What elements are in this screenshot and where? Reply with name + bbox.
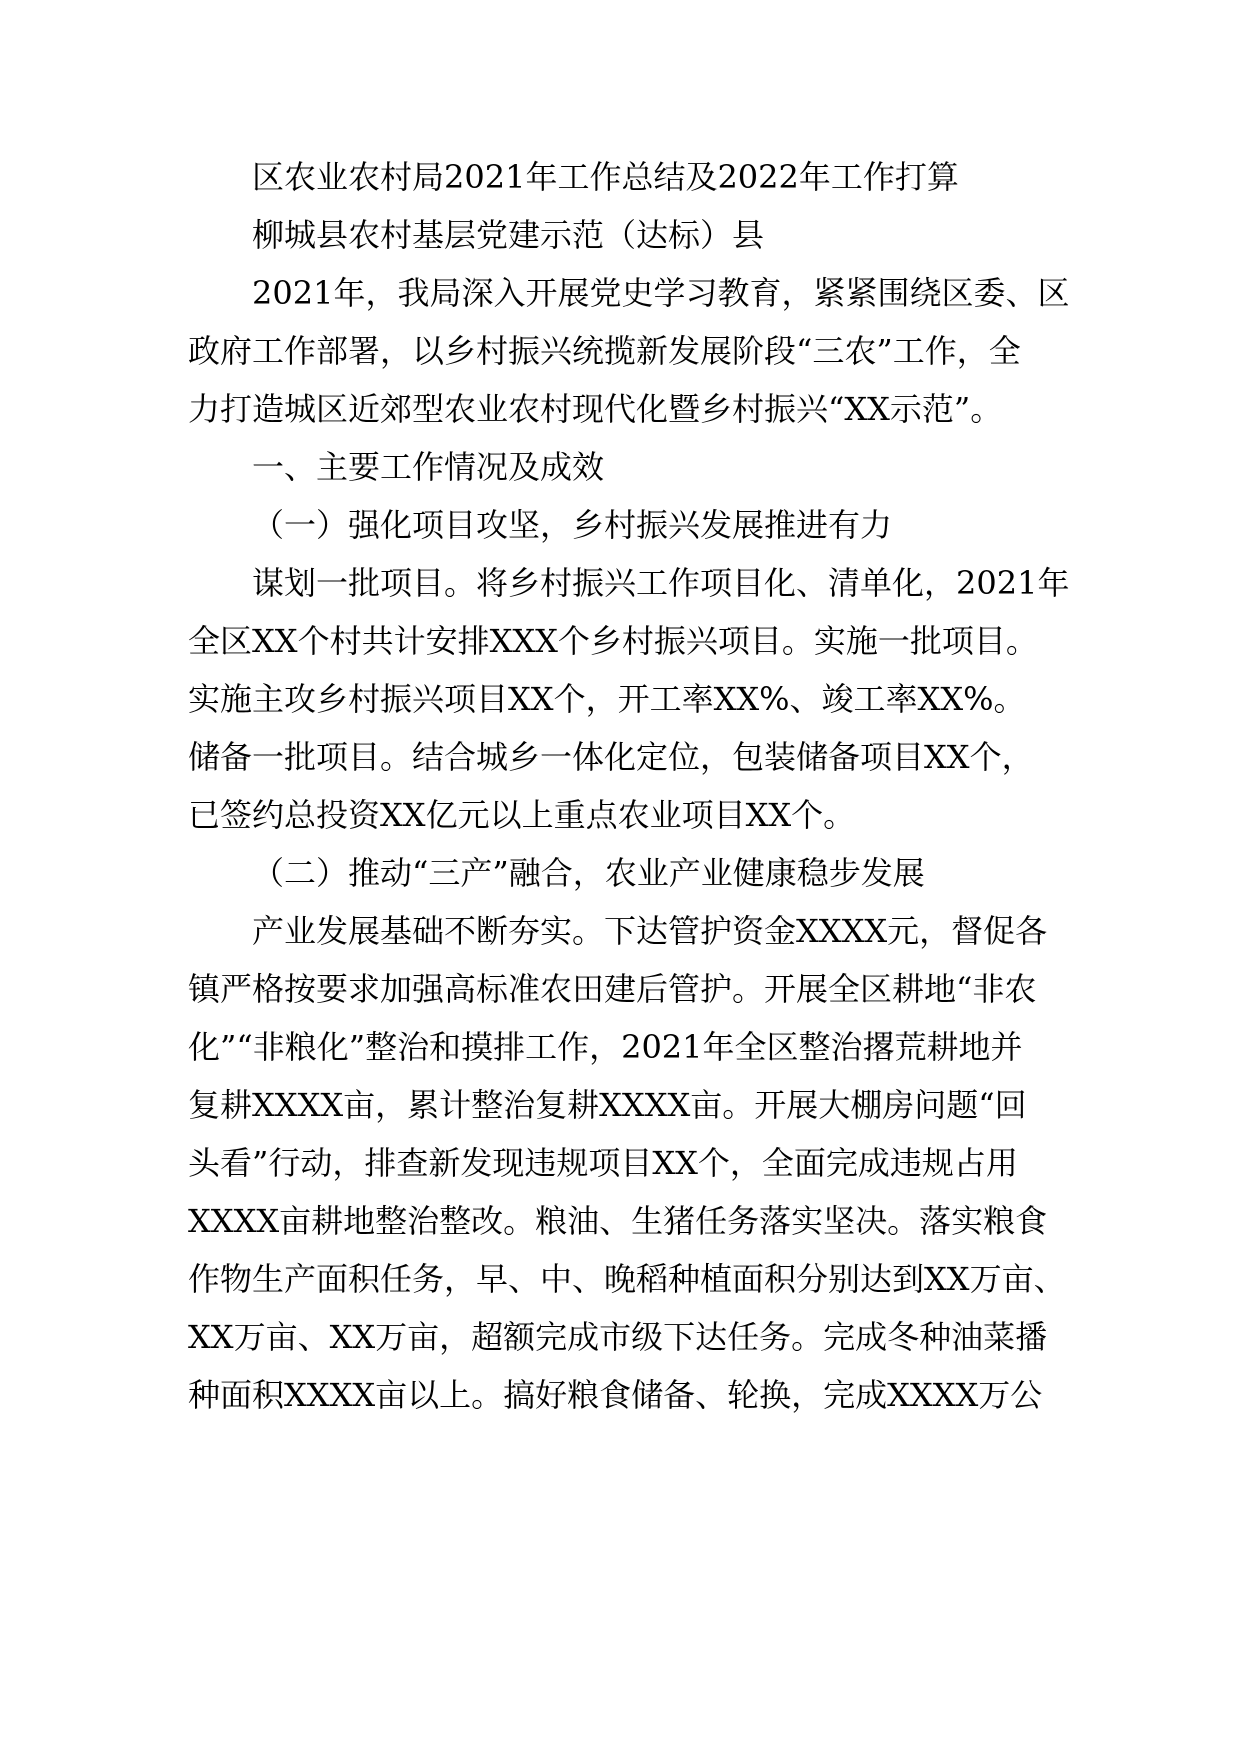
- paragraph-line: XXXX亩耕地整治整改。粮油、生猪任务落实坚决。落实粮食: [188, 1202, 1048, 1240]
- paragraph-line: 复耕XXXX亩，累计整治复耕XXXX亩。开展大棚房问题“回: [188, 1086, 1027, 1124]
- paragraph-line: 头看”行动，排查新发现违规项目XX个，全面完成违规占用: [188, 1144, 1018, 1182]
- paragraph-line: 作物生产面积任务，早、中、晚稻种植面积分别达到XX万亩、: [188, 1260, 1066, 1298]
- document-subtitle: 柳城县农村基层党建示范（达标）县: [252, 216, 765, 254]
- subsection-heading: （一）强化项目攻坚，乡村振兴发展推进有力: [252, 506, 893, 544]
- paragraph-line: XX万亩、XX万亩，超额完成市级下达任务。完成冬种油菜播: [188, 1318, 1048, 1356]
- paragraph-line: 政府工作部署，以乡村振兴统揽新发展阶段“三农”工作，全: [188, 332, 1021, 370]
- paragraph-line: 镇严格按要求加强高标准农田建后管护。开展全区耕地“非农: [188, 970, 1037, 1008]
- paragraph-line: 产业发展基础不断夯实。下达管护资金XXXX元，督促各: [252, 912, 1048, 950]
- paragraph-line: 储备一批项目。结合城乡一体化定位，包装储备项目XX个，: [188, 738, 1034, 776]
- paragraph-line: 2021年，我局深入开展党史学习教育，紧紧围绕区委、区: [252, 274, 1070, 312]
- section-heading: 一、主要工作情况及成效: [252, 448, 605, 486]
- paragraph-line: 化”“非粮化”整治和摸排工作，2021年全区整治撂荒耕地并: [188, 1028, 1023, 1066]
- document-title: 区农业农村局2021年工作总结及2022年工作打算: [252, 158, 959, 196]
- paragraph-line: 全区XX个村共计安排XXX个乡村振兴项目。实施一批项目。: [188, 622, 1038, 660]
- paragraph-line: 谋划一批项目。将乡村振兴工作项目化、清单化，2021年: [252, 564, 1070, 602]
- paragraph-line: 实施主攻乡村振兴项目XX个，开工率XX%、竣工率XX%。: [188, 680, 1026, 718]
- subsection-heading: （二）推动“三产”融合，农业产业健康稳步发展: [252, 854, 925, 892]
- paragraph-line: 已签约总投资XX亿元以上重点农业项目XX个。: [188, 796, 856, 834]
- paragraph-line: 种面积XXXX亩以上。搞好粮食储备、轮换，完成XXXX万公: [188, 1376, 1043, 1414]
- paragraph-line: 力打造城区近郊型农业农村现代化暨乡村振兴“XX示范”。: [188, 390, 1003, 428]
